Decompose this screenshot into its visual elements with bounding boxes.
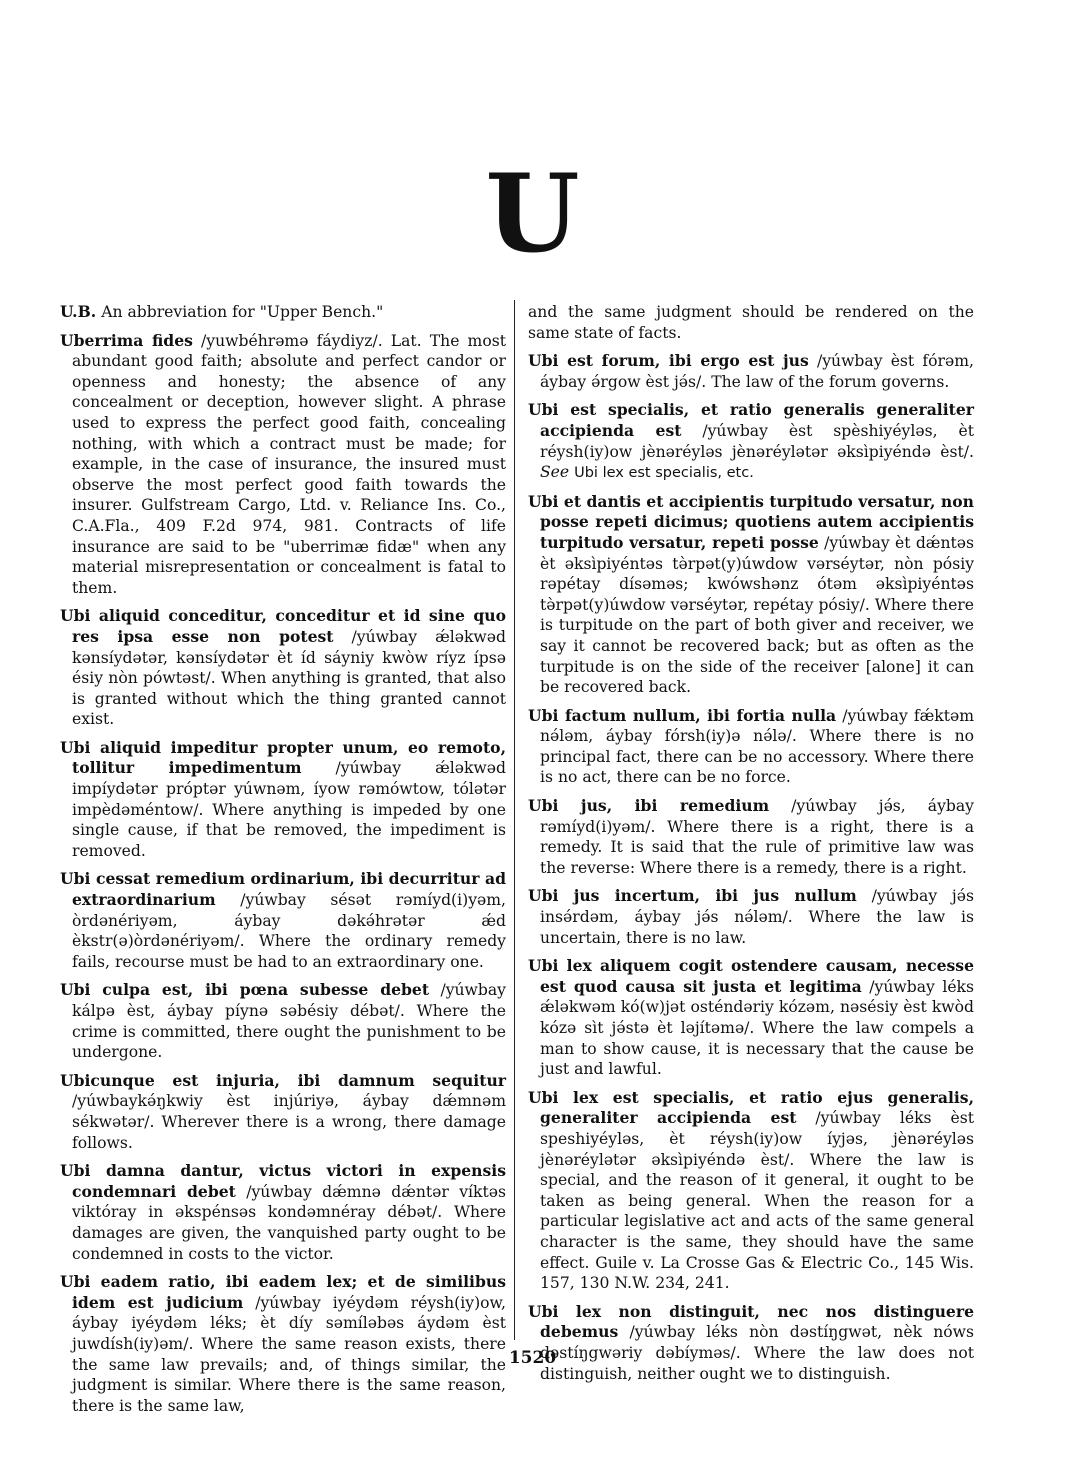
entry-headword: Ubi jus incertum, ibi jus nullum xyxy=(528,886,857,906)
entry-body: An abbreviation for "Upper Bench." xyxy=(101,303,384,321)
entry-headword: Ubi culpa est, ibi pœna subesse debet xyxy=(60,980,430,1000)
entry-headword: Ubi jus, ibi remedium xyxy=(528,796,770,816)
entry xyxy=(60,606,506,730)
entry-headword: Ubi damna dantur, victus victori in expensis condemnari debet xyxy=(60,1161,506,1201)
entry-body: /yúwbay léks ǽləkwəm kó(w)jət osténdəriy kózəm, nəsésiy èst kwòd kózə sìt jə́stə èt ləjítəmə/. Where the law compels a man to show cause, it is necessary that the cause be just and lawful. xyxy=(540,977,974,1079)
entry-headword: Ubi factum nullum, ibi fortia nulla xyxy=(528,705,837,725)
entry-body: /yúwbay ǽləkwəd kənsíydətər, kənsíydətər èt íd sáyniy kwòw ríyz ípsə ésiy nòn pówtəst/. When anything is granted, that also is granted without which the thing granted cannot exist. xyxy=(72,627,506,729)
entry-headword: Ubi est forum, ibi ergo est jus xyxy=(528,351,809,371)
entry-body: /yúwbay kálpə èst, áybay píynə səbésiy débət/. Where the crime is committed, there ought the punishment to be undergone. xyxy=(72,981,506,1062)
entry-headword: Ubicunque est injuria, ibi damnum sequitur xyxy=(60,1070,506,1090)
entry xyxy=(528,351,974,392)
entry-headword: Ubi et dantis et accipientis turpitudo versatur, non posse repeti dicimus; quotiens autem accipientis turpitudo versatur, repeti posse xyxy=(528,491,974,552)
entry-body: and the same judgment should be rendered on the same state of facts. xyxy=(528,303,974,342)
entry-headword: Ubi aliquid impeditur propter unum, eo remoto, tollitur impedimentum xyxy=(60,737,506,778)
entry xyxy=(60,1161,506,1264)
entry-headword: Uberrima fides xyxy=(60,330,193,350)
entry xyxy=(60,869,506,972)
entry xyxy=(60,738,506,862)
section-letter: U xyxy=(485,151,580,277)
entry-body: /yúwbay jə́s insə́rdəm, áybay jə́s nə́ləm/. Where the law is uncertain, there is no law. xyxy=(540,887,975,947)
entry xyxy=(60,980,506,1062)
entry-headword: Ubi eadem ratio, ibi eadem lex; et de similibus idem est judicium xyxy=(60,1272,506,1312)
right-column xyxy=(528,302,974,1392)
entry-body: /yúwbay èst spèshiyéyləs, èt réysh(iy)ow jènəréyləs jènəréylətər əksìpiyéndə èst/. xyxy=(540,421,974,461)
entry-body: /yúwbay dǽmnə dǽntər víktəs viktóray in əkspénsəs kondəmnéray débət/. Where damages are given, the vanquished party ought to be condemned in costs to the victor. xyxy=(72,1182,506,1263)
page-number: 1520 xyxy=(508,1348,557,1368)
entry-headword: Ubi lex aliquem cogit ostendere causam, necesse est quod causa sit justa et legitima xyxy=(528,956,974,996)
entry-body: /yuwbéhrəmə fáydiyz/. Lat. The most abundant good faith; absolute and perfect candor or openness and honesty; the absence of any concealment or deception, however slight. A phrase used to express the perfect good faith, concealing nothing, with which a contract must be made; for example, in the case of insurance, the insured must observe the most perfect good faith towards the insurer. Gulfstream Cargo, Ltd. v. Reliance Ins. Co., C.A.Fla., 409 F.2d 974, 981. Contracts of life insurance are said to be "uberrimæ fidæ" when any material misrepresentation or concealment is fatal to them. xyxy=(72,331,506,597)
entry-body: /yúwbay ǽləkwəd impíydətər próptər yúwnəm, íyow rəmówtow, tólətər impèdəméntow/. Where anything is impeded by one single cause, if that be removed, the impediment is removed. xyxy=(72,759,506,860)
entry-headword: Ubi lex non distinguit, nec nos distinguere debemus xyxy=(528,1301,974,1342)
entry xyxy=(528,492,974,698)
entry-body: /yúwbay èst fórəm, áybay ə́rgow èst jə́s/. The law of the forum governs. xyxy=(540,352,974,391)
entry xyxy=(60,1071,506,1153)
entry-headword: U.B. xyxy=(60,302,97,321)
entry-headword: Ubi cessat remedium ordinarium, ibi decurritur ad extraordinarium xyxy=(60,869,506,910)
entry xyxy=(60,331,506,599)
entry-headword: Ubi lex est specialis, et ratio ejus generalis, generaliter accipienda est xyxy=(528,1087,974,1128)
entry xyxy=(60,302,506,323)
entry-body: /yúwbay èt dǽntəs èt əksìpiyéntəs tə̀rpət(y)úwdow vərséytər, nòn pósiy rəpétay dísəməs; kwówshənz ótəm əksìpiyéntəs tə̀rpət(y)úwdow vərséytər, repétay pósiy/. Where there is turpitude on the part of both giver and receiver, we say it cannot be recovered back; but as often as the turpitude is on the side of the receiver [alone] it can be recovered back. xyxy=(540,533,974,697)
entry-body: /yúwbay fǽktəm nə́ləm, áybay fórsh(iy)ə nə́lə/. Where there is no principal fact, there can be no accessory. Where there is no act, there can be no force. xyxy=(540,706,974,787)
entry-body: /yúwbay sésət rəmíyd(i)yəm, òrdənériyəm, áybay dəkə́hrətər ǽd èkstr(ə)òrdənériyəm/. Where the ordinary remedy fails, recourse must be had to an extraordinary one. xyxy=(72,891,506,971)
entry xyxy=(528,1302,974,1384)
entry-body: /yúwbay iyéydəm réysh(iy)ow, áybay iyéydəm léks; èt díy səmíləbəs áydəm èst juwdísh(iy)əm/. Where the same reason exists, there the same law prevails; and, of things similar, the judgment is similar. Where there is the same reason, there is the same law, xyxy=(72,1293,506,1415)
entry-continuation xyxy=(528,302,974,343)
entry-body: /yúwbay jə́s, áybay rəmíyd(i)yəm/. Where there is a right, there is a remedy. It is said that the rule of primitive law was the reverse: Where there is a remedy, there is a right. xyxy=(540,797,974,877)
see-label: See xyxy=(540,463,570,482)
entry xyxy=(528,796,974,878)
entry xyxy=(528,1088,974,1294)
entry xyxy=(528,956,974,1080)
entry xyxy=(528,706,974,788)
entry xyxy=(528,886,974,948)
entry-body: /yúwbay léks nòn dəstíŋgwət, nèk nóws dəstíŋgwəriy dəbíyməs/. Where the law does not distinguish, neither ought we to distinguish. xyxy=(540,1323,974,1383)
entry-body: /yúwbay léks èst speshiyéyləs, èt réysh(iy)ow íyjəs, jènəréyləs jènəréylətər əksìpiyéndə èst/. Where the law is special, and the reason of it general, it ought to be taken as being general. When the reason for a particular legislative act and acts of the same general character is the same, they should have the same effect. Guile v. La Crosse Gas & Electric Co., 145 Wis. 157, 130 N.W. 234, 241. xyxy=(540,1109,974,1293)
entry-headword: Ubi aliquid conceditur, conceditur et id sine quo res ipsa esse non potest xyxy=(60,606,506,646)
entry-body: /yúwbaykə́ŋkwiy èst injúriyə, áybay dǽmnəm sékwətər/. Wherever there is a wrong, there damage follows. xyxy=(72,1092,506,1152)
cross-reference: Ubi lex est specialis, etc. xyxy=(574,465,754,482)
entry xyxy=(528,400,974,483)
column-divider xyxy=(514,300,515,1340)
entry-headword: Ubi est specialis, et ratio generalis generaliter accipienda est xyxy=(528,400,974,440)
left-column xyxy=(60,302,506,1424)
entry xyxy=(60,1272,506,1416)
